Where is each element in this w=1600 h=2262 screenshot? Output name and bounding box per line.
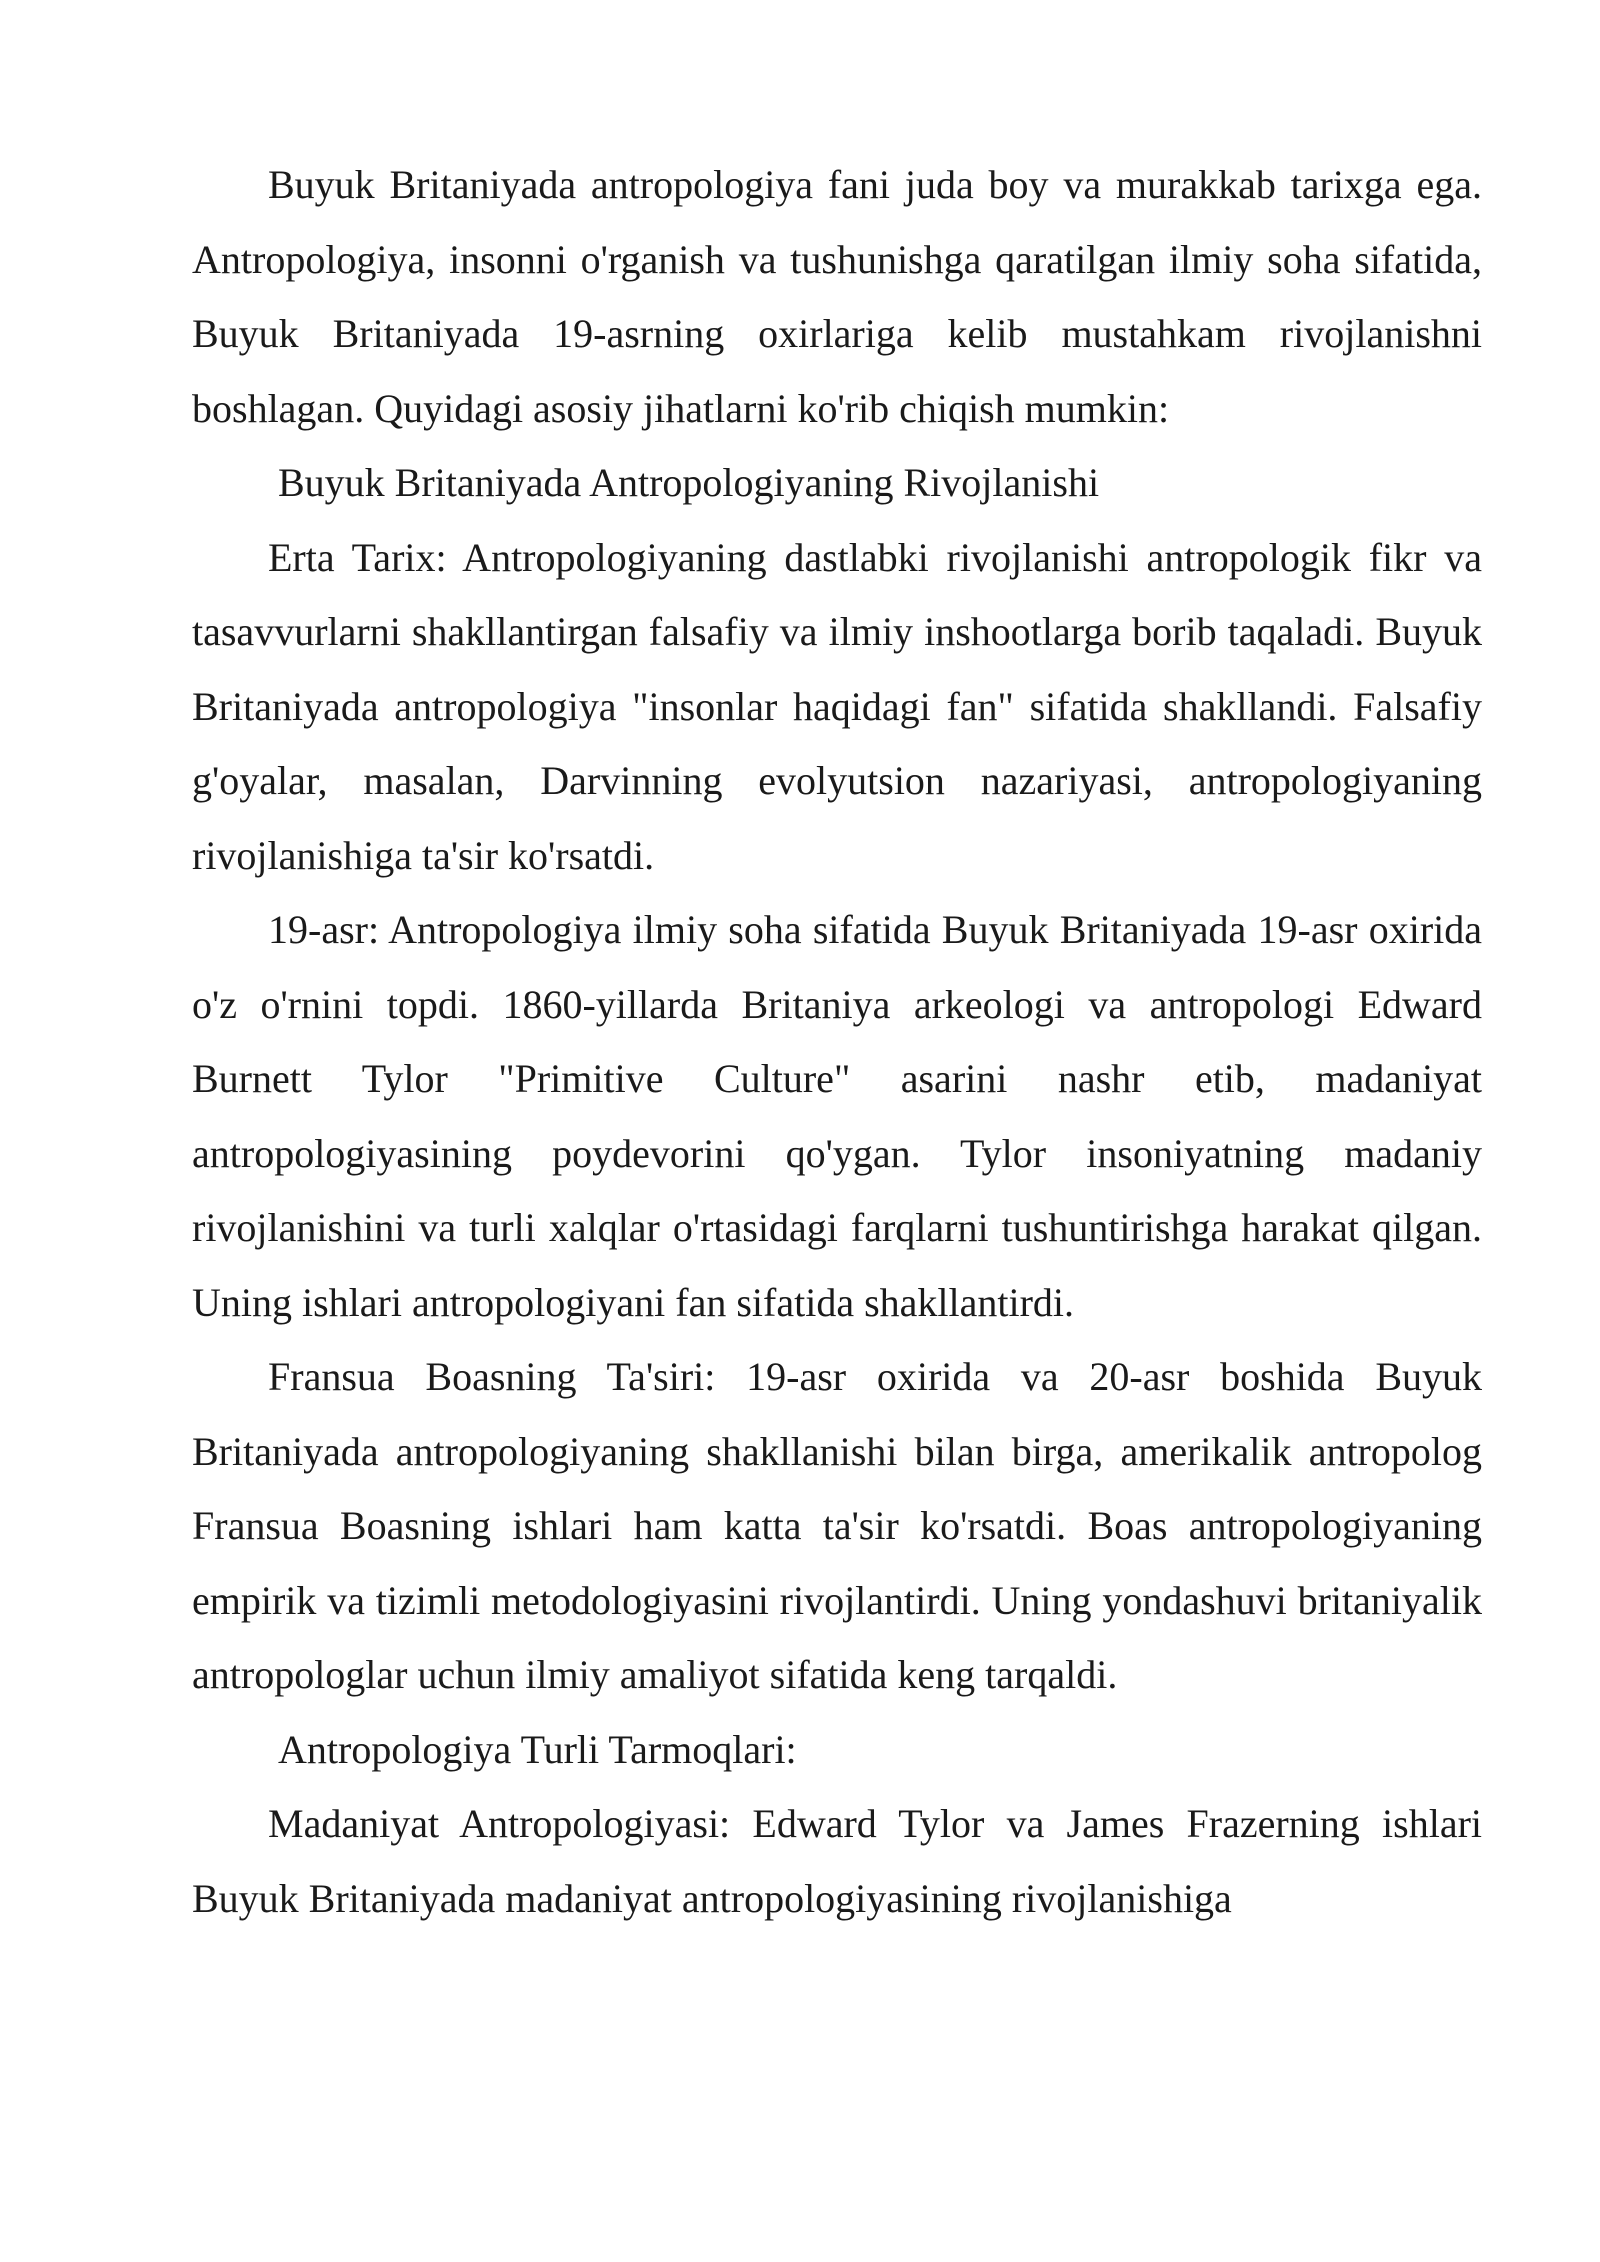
paragraph-early-history: Erta Tarix: Antropologiyaning dastlabki rivojlanishi antropologik fikr va tasavvurlarni shakllantirgan falsafiy va ilmiy inshootlarga borib taqaladi. Buyuk Britaniyada antropologiya "insonlar haqidagi fan" sifatida shakllandi. Falsafiy g'oyalar, masalan, Darvinning evolyutsion nazariyasi, antropologiyaning rivojlanishiga ta'sir ko'rsatdi. (192, 534, 1482, 878)
paragraph-intro: Buyuk Britaniyada antropologiya fani juda boy va murakkab tarixga ega. Antropologiya, insonni o'rganish va tushunishga qaratilgan ilmiy soha sifatida, Buyuk Britaniyada 19-asrning oxirlariga kelib mustahkam rivojlanishni boshlagan. Quyidagi asosiy jihatlarni ko'rib chiqish mumkin: (192, 162, 1482, 431)
paragraph-cultural-anthropology: Madaniyat Antropologiyasi: Edward Tylor va James Frazerning ishlari Buyuk Britaniyada madaniyat antropologiyasining rivojlanishiga (192, 1801, 1482, 1921)
section-heading-development: Buyuk Britaniyada Antropologiyaning Rivojlanishi (278, 460, 1100, 505)
paragraph-boas-influence: Fransua Boasning Ta'siri: 19-asr oxirida va 20-asr boshida Buyuk Britaniyada antropologiyaning shakllanishi bilan birga, amerikalik antropolog Fransua Boasning ishlari ham katta ta'sir ko'rsatdi. Boas antropologiyaning empirik va tizimli metodologiyasini rivojlantirdi. Uning yondashuvi britaniyalik antropologlar uchun ilmiy amaliyot sifatida keng tarqaldi. (192, 1354, 1482, 1697)
section-heading-branches: Antropologiya Turli Tarmoqlari: (278, 1726, 797, 1772)
document-page (192, 148, 1482, 1936)
paragraph-19th-century: 19-asr: Antropologiya ilmiy soha sifatida Buyuk Britaniyada 19-asr oxirida o'z o'rnini topdi. 1860-yillarda Britaniya arkeologi va antropologi Edward Burnett Tylor "Primitive Culture" asarini nashr etib, madaniyat antropologiyasining poydevorini qo'ygan. Tylor insoniyatning madaniy rivojlanishini va turli xalqlar o'rtasidagi farqlarni tushuntirishga harakat qilgan. Uning ishlari antropologiyani fan sifatida shakllantirdi. (192, 907, 1482, 1325)
